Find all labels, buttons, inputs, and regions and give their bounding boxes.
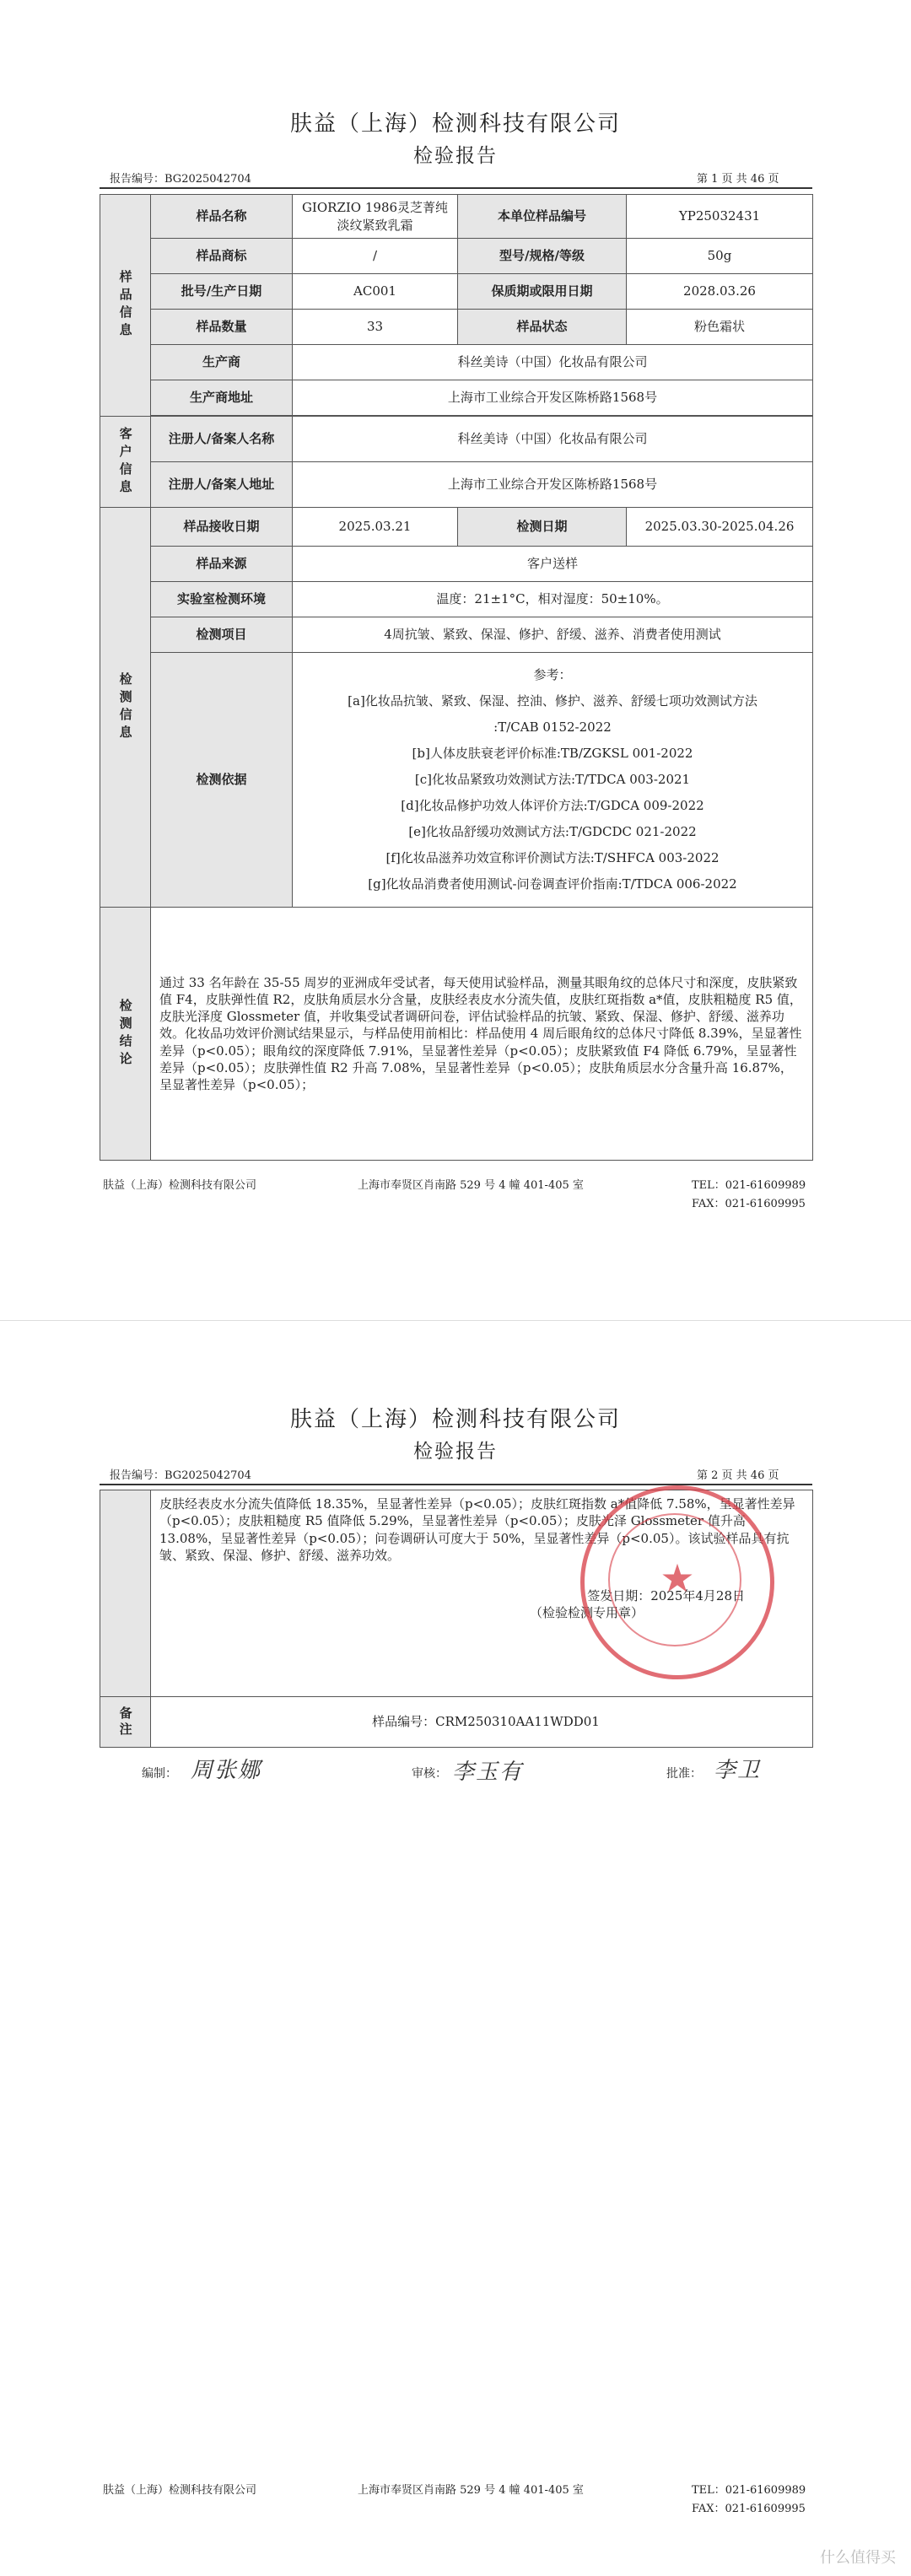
footer-fax: FAX：021-61609995 <box>692 2503 806 2515</box>
footer-tel: TEL：021-61609989 <box>692 1179 806 1192</box>
header-rule <box>100 1484 812 1485</box>
section-client: 客户信息 <box>100 417 151 508</box>
conclusion-text-1: 通过 33 名年龄在 35-55 周岁的亚洲成年受试者，每天使用试验样品，测量其眼角纹的总体尺寸和深度，皮肤紧致值 F4，皮肤弹性值 R2，皮肤角质层水分含量，皮肤经表皮水分流失值，皮肤红斑指数 a*值，皮肤粗糙度 R5 值，皮肤光泽度 Glossmeter 值，并收集受试者调研问卷，评估试验样品的抗皱、紧致、保湿、修护、舒缓、滋养功效。化妆品功效评价测试结果显示，与样品使用前相比：样品使用 4 周后眼角纹的总体尺寸降低 8.39%，呈显著性差异（p<0.05）；眼角纹的深度降低 7.91%，呈显著性差异（p<0.05）；皮肤紧致值 F4 降低 6.79%，呈显著性差异（p<0.05）；皮肤弹性值 R2 升高 7.08%，呈显著性差异（p<0.05）；皮肤角质层水分含量升高 16.87%，呈显著性差异（p<0.05）； <box>151 908 813 1161</box>
official-seal <box>580 1485 774 1679</box>
conclusion-text-2: 皮肤经表皮水分流失值降低 18.35%，呈显著性差异（p<0.05）；皮肤红斑指数 a*值降低 7.58%，呈显著性差异（p<0.05）；皮肤粗糙度 R5 值降低 5.29%，呈显著性差异（p<0.05）；皮肤光泽 Glossmeter 值升高 13.08%，呈显著性差异（p<0.05）；问卷调研认可度大于 50%，呈显著性差异（p<0.05）。该试验样品具有抗皱、紧致、保湿、修护、舒缓、滋养功效。 签发日期：2025年4月28日 （检验检测专用章） <box>151 1490 813 1697</box>
footer-fax: FAX：021-61609995 <box>692 1198 806 1210</box>
company-name: 肤益（上海）检测科技有限公司 <box>289 1407 621 1432</box>
sign-date: 签发日期：2025年4月28日 <box>587 1588 745 1603</box>
report-page-1 <box>0 0 911 1282</box>
sample-code: YP25032431 <box>627 195 813 239</box>
test-basis-refs: 参考： [a]化妆品抗皱、紧致、保湿、控油、修护、滋养、舒缓七项功效测试方法 :T/CAB 0152-2022 [b]人体皮肤衰老评价标准:TB/ZGKSL 001-2022 [c]化妆品紧致功效测试方法:T/TDCA 003-2021 [d]化妆品修护功效人体评价方法:T/GDCA 009-2022 [e]化妆品舒缓功效测试方法:T/GDCDC 021-2022 [f]化妆品滋养功效宣称评价测试方法:T/SHFCA 003-2022 [g]化妆品消费者使用测试-问卷调查评价指南:T/TDCA 006-2022 <box>293 653 813 908</box>
header-rule <box>100 187 812 189</box>
reviewer-signature: 李玉有 <box>452 1760 524 1785</box>
approver-signature: 李卫 <box>714 1758 762 1783</box>
editor-label: 编制： <box>142 1767 177 1781</box>
report-title: 检验报告 <box>413 145 498 167</box>
section-conclusion: 检测结论 <box>100 908 151 1161</box>
section-test: 检测信息 <box>100 508 151 908</box>
section-sample: 样品信息 <box>100 195 151 417</box>
footer-address: 上海市奉贤区肖南路 529 号 4 幢 401-405 室 <box>358 2484 584 2497</box>
reviewer-label: 审核： <box>412 1767 447 1781</box>
editor-signature: 周张娜 <box>191 1758 262 1783</box>
sample-name: GIORZIO 1986灵芝菁纯淡纹紧致乳霜 <box>293 195 458 239</box>
footer-company: 肤益（上海）检测科技有限公司 <box>103 2484 257 2497</box>
stamp-note: （检验检测专用章） <box>529 1605 644 1621</box>
watermark: 什么值得买 <box>820 2549 896 2567</box>
seal-star-icon: ★ <box>660 1555 695 1601</box>
footer-address: 上海市奉贤区肖南路 529 号 4 幢 401-405 室 <box>358 1179 584 1192</box>
page-info: 第 1 页 共 46 页 <box>697 173 779 186</box>
report-title: 检验报告 <box>413 1441 498 1463</box>
report-page-2 <box>0 1320 911 2576</box>
approver-label: 批准： <box>666 1767 702 1781</box>
sample-info-table: 样品信息 样品名称 GIORZIO 1986灵芝菁纯淡纹紧致乳霜 本单位样品编号 YP25032431 样品商标 / 型号/规格/等级 50g 批号/生产日期 AC001 保质期或限用日期 2028.03.26 样品数量 33 样品状态 粉色霜状 生产商 科丝美诗（中国）化妆品有限公司 生产商地址 上海市工业综合开发区陈桥路1568号 客户信息 注册人/备案人名称 科丝美诗（中国）化妆品有限公司 注册人/备案人地址 上海市工业综合开发区陈桥路1568号 检测信息 样品接收日期 2025.03.21 检测日期 2025.03.30-2025.04.26 样品来源 客户送样 实验室检测环境 温度：21±1°C，相对湿度：50±10%。 检测项目 4周抗皱、紧致、保湿、修护、舒缓、滋养、消费者使用测试 检测依据 参考： [a]化妆品抗皱、紧致、保湿、控油、修护、滋养、舒缓七项功效测试方法 :T/CAB 0152-2022 [b]人体皮肤衰老评价标准:TB/ZGKSL 001-2022 [c]化妆品紧致功效测试方法:T/TDCA 003-2021 [d]化妆品修护功效人体评价方法:T/GDCA 009-2022 [e]化妆品舒缓功效测试方法:T/GDCDC 021-2022 [f]化妆品滋养功效宣称评价测试方法:T/SHFCA 003-2022 [g]化妆品消费者使用测试-问卷调查评价指南:T/TDCA 006-2022 检测结论 通过 33 名年龄在 35-55 周岁的亚洲成年受试者，每天使用试验样品，测量其眼角纹的总体尺寸和深度，皮肤紧致值 F4，皮肤弹性值 R2，皮肤角质层水分含量，皮肤经表皮水分流失值，皮肤红斑指数 a*值，皮肤粗糙度 R5 值，皮肤光泽度 Glossmeter 值，并收集受试者调研问卷，评估试验样品的抗皱、紧致、保湿、修护、舒缓、滋养功效。化妆品功效评价测试结果显示，与样品使用前相比：样品使用 4 周后眼角纹的总体尺寸降低 8.39%，呈显著性差异（p<0.05）；眼角纹的深度降低 7.91%，呈显著性差异（p<0.05）；皮肤紧致值 F4 降低 6.79%，呈显著性差异（p<0.05）；皮肤弹性值 R2 升高 7.08%，呈显著性差异（p<0.05）；皮肤角质层水分含量升高 16.87%，呈显著性差异（p<0.05）； <box>100 194 813 1161</box>
company-name: 肤益（上海）检测科技有限公司 <box>289 111 621 137</box>
report-number: 报告编号：BG2025042704 <box>110 1469 251 1482</box>
remark-text: 样品编号：CRM250310AA11WDD01 <box>151 1697 813 1748</box>
footer-company: 肤益（上海）检测科技有限公司 <box>103 1179 257 1192</box>
page-info: 第 2 页 共 46 页 <box>697 1469 779 1482</box>
section-remark: 备注 <box>100 1697 151 1748</box>
report-number: 报告编号：BG2025042704 <box>110 173 251 186</box>
footer-tel: TEL：021-61609989 <box>692 2484 806 2497</box>
